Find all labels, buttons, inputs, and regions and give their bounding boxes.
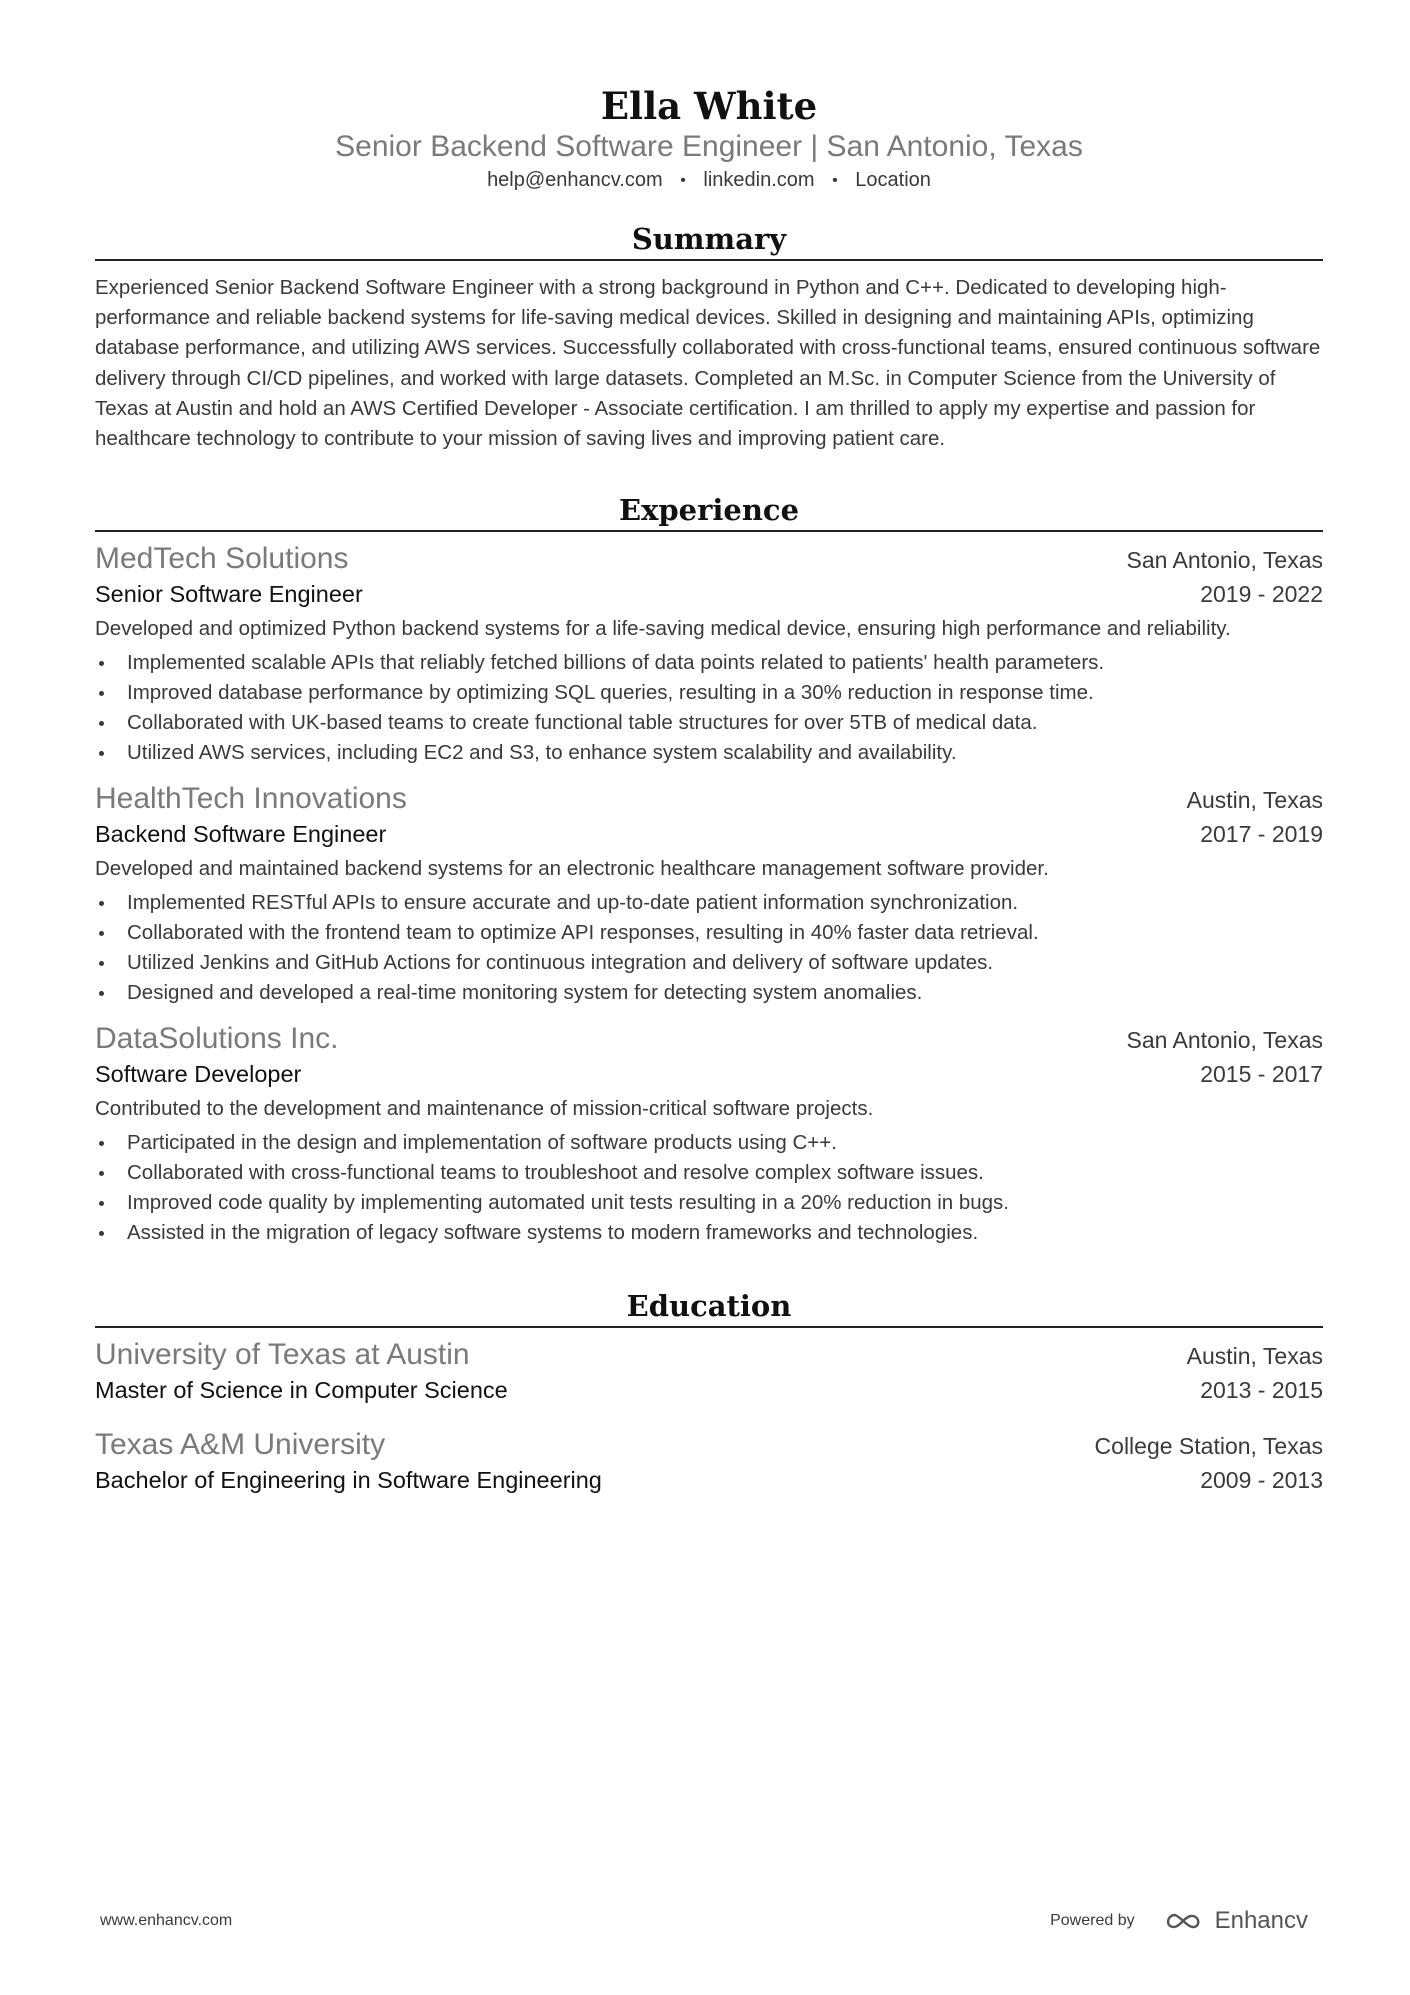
resume-page bbox=[95, 0, 1323, 1496]
section-divider bbox=[95, 530, 1323, 532]
separator-dot-icon: • bbox=[832, 172, 838, 189]
job-dates: 2019 - 2022 bbox=[1200, 581, 1323, 608]
enhancv-logo-icon bbox=[1161, 1909, 1207, 1933]
bullet-icon bbox=[99, 661, 104, 666]
section-title-experience: Experience bbox=[618, 493, 800, 528]
achievement-list bbox=[95, 1128, 1323, 1248]
experience-entry bbox=[95, 780, 1323, 1008]
summary-text: Experienced Senior Backend Software Engineer with a strong background in Python and C++. Dedicated to developing high-performance and reliable backend systems for life-saving medical devices. Skilled in designing and maintaining APIs, optimizing database performance, and utilizing AWS services. Successfully collaborated with cross-functional teams, ensured continuous software delivery through CI/CD pipelines, and worked with large datasets. Completed an M.Sc. in Computer Science from the University of Texas at Austin and hold an AWS Certified Developer - Associate certification. I am thrilled to apply my expertise and passion for healthcare technology to contribute to your mission of saving lives and improving patient care. bbox=[95, 276, 1321, 451]
list-item: Implemented scalable APIs that reliably fetched billions of data points related to patients' health parameters. bbox=[95, 648, 1323, 678]
headline: Senior Backend Software Engineer | San Antonio, Texas bbox=[335, 130, 1083, 163]
job-location: San Antonio, Texas bbox=[1126, 1027, 1323, 1054]
job-title: Senior Software Engineer bbox=[95, 581, 363, 608]
bullet-icon bbox=[99, 991, 104, 996]
footer-url-link[interactable]: www.enhancv.com bbox=[100, 1912, 233, 1929]
list-item: Utilized Jenkins and GitHub Actions for continuous integration and delivery of software updates. bbox=[95, 948, 1323, 978]
brand-logo[interactable] bbox=[1161, 1907, 1308, 1935]
achievement-list bbox=[95, 648, 1323, 768]
company-name: HealthTech Innovations bbox=[95, 782, 407, 816]
list-item: Participated in the design and implementation of software products using C++. bbox=[95, 1128, 1323, 1158]
section-title-summary: Summary bbox=[631, 222, 787, 256]
list-item: Collaborated with the frontend team to optimize API responses, resulting in 40% faster data retrieval. bbox=[95, 918, 1323, 948]
list-item: Improved code quality by implementing automated unit tests resulting in a 20% reduction in bugs. bbox=[95, 1188, 1323, 1218]
candidate-name: Ella White bbox=[600, 84, 818, 128]
education-entry bbox=[95, 1336, 1323, 1406]
education-dates: 2013 - 2015 bbox=[1200, 1377, 1323, 1404]
bullet-icon bbox=[99, 1171, 104, 1176]
resume-header bbox=[95, 0, 1323, 195]
job-description: Developed and maintained backend systems for an electronic healthcare management software provider. bbox=[95, 857, 1049, 881]
list-item: Implemented RESTful APIs to ensure accurate and up-to-date patient information synchronization. bbox=[95, 888, 1323, 918]
contact-line bbox=[95, 166, 1323, 195]
job-location: Austin, Texas bbox=[1186, 787, 1323, 814]
company-name: DataSolutions Inc. bbox=[95, 1022, 339, 1056]
contact-email[interactable]: help@enhancv.com bbox=[487, 169, 663, 191]
degree-name: Bachelor of Engineering in Software Engineering bbox=[95, 1467, 602, 1494]
bullet-icon bbox=[99, 1201, 104, 1206]
separator-dot-icon: • bbox=[680, 172, 686, 189]
degree-name: Master of Science in Computer Science bbox=[95, 1377, 508, 1404]
list-item: Designed and developed a real-time monitoring system for detecting system anomalies. bbox=[95, 978, 1323, 1008]
list-item: Assisted in the migration of legacy software systems to modern frameworks and technologies. bbox=[95, 1218, 1323, 1248]
contact-linkedin[interactable]: linkedin.com bbox=[703, 169, 815, 191]
school-name: University of Texas at Austin bbox=[95, 1338, 470, 1372]
list-item: Collaborated with UK-based teams to create functional table structures for over 5TB of medical data. bbox=[95, 708, 1323, 738]
job-description: Developed and optimized Python backend systems for a life-saving medical device, ensuring high performance and reliability. bbox=[95, 617, 1231, 641]
footer-branding bbox=[1050, 1907, 1308, 1935]
experience-entry bbox=[95, 540, 1323, 768]
bullet-icon bbox=[99, 1231, 104, 1236]
achievement-list bbox=[95, 888, 1323, 1008]
job-dates: 2017 - 2019 bbox=[1200, 821, 1323, 848]
bullet-icon bbox=[99, 931, 104, 936]
school-location: College Station, Texas bbox=[1094, 1433, 1323, 1460]
bullet-icon bbox=[99, 1141, 104, 1146]
job-title: Software Developer bbox=[95, 1061, 302, 1088]
brand-name: Enhancv bbox=[1214, 1907, 1308, 1934]
bullet-icon bbox=[99, 751, 104, 756]
bullet-icon bbox=[99, 961, 104, 966]
education-dates: 2009 - 2013 bbox=[1200, 1467, 1323, 1494]
job-description: Contributed to the development and maintenance of mission-critical software projects. bbox=[95, 1097, 874, 1121]
section-divider bbox=[95, 1326, 1323, 1328]
job-dates: 2015 - 2017 bbox=[1200, 1061, 1323, 1088]
company-name: MedTech Solutions bbox=[95, 542, 349, 576]
school-name: Texas A&M University bbox=[95, 1428, 386, 1462]
section-divider bbox=[95, 259, 1323, 261]
bullet-icon bbox=[99, 691, 104, 696]
list-item: Collaborated with cross-functional teams to troubleshoot and resolve complex software issues. bbox=[95, 1158, 1323, 1188]
contact-location: Location bbox=[855, 169, 931, 191]
list-item: Improved database performance by optimizing SQL queries, resulting in a 30% reduction in response time. bbox=[95, 678, 1323, 708]
job-title: Backend Software Engineer bbox=[95, 821, 387, 848]
experience-entry bbox=[95, 1020, 1323, 1248]
section-title-education: Education bbox=[626, 1289, 792, 1324]
school-location: Austin, Texas bbox=[1186, 1343, 1323, 1370]
powered-by-label: Powered by bbox=[1050, 1912, 1135, 1929]
bullet-icon bbox=[99, 721, 104, 726]
job-location: San Antonio, Texas bbox=[1126, 547, 1323, 574]
page-footer bbox=[100, 1907, 1308, 1935]
education-entry bbox=[95, 1426, 1323, 1496]
list-item: Utilized AWS services, including EC2 and S3, to enhance system scalability and availability. bbox=[95, 738, 1323, 768]
bullet-icon bbox=[99, 901, 104, 906]
